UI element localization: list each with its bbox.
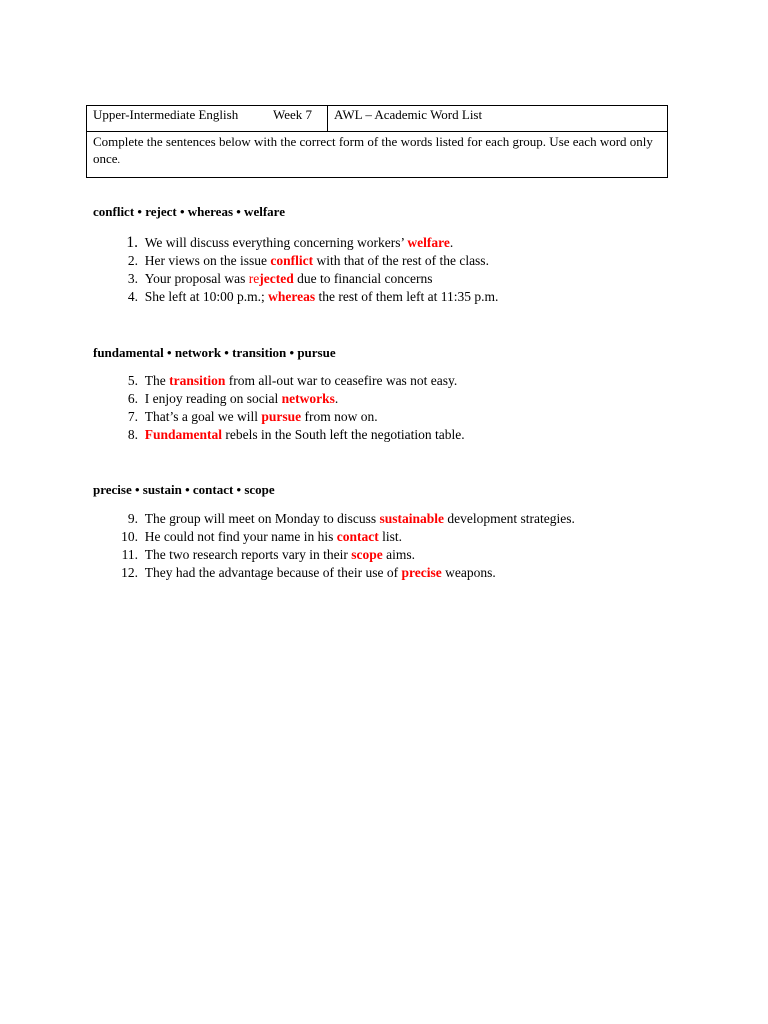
list-item (110, 372, 465, 390)
list-item (110, 510, 575, 528)
sentence-start: The two research reports vary in their (144, 547, 352, 562)
answer-word-prefix: re (248, 271, 260, 286)
answer-word: contact (336, 529, 379, 544)
topic-cell (328, 106, 668, 132)
item-number: 9. (127, 511, 138, 526)
answer-word: welfare (407, 235, 450, 250)
sentence-end: with that of the rest of the class. (313, 253, 489, 268)
course-cell (87, 106, 328, 132)
list-item (110, 288, 498, 306)
list-item (110, 528, 575, 546)
instructions-cell (87, 132, 668, 178)
item-number: 8. (127, 427, 138, 442)
sentence-end: . (334, 391, 339, 406)
item-number: 5. (127, 373, 138, 388)
instructions-text: Complete the sentences below with the correct form of the words listed for each group. Use each word only once (93, 134, 653, 166)
group-1-word-list: conflict • reject • whereas • welfare (93, 204, 285, 219)
item-number: 2. (127, 253, 138, 268)
item-number: 3. (127, 271, 138, 286)
sentence-end: from now on. (301, 409, 378, 424)
answer-word: whereas (268, 289, 316, 304)
group-2-word-list: fundamental • network • transition • pursue (93, 345, 336, 360)
course-title: Upper-Intermediate English (93, 107, 239, 122)
sentence-end: weapons. (441, 565, 496, 580)
sentence-end: list. (378, 529, 402, 544)
header-row (87, 106, 668, 132)
topic-title: AWL – Academic Word List (334, 107, 483, 122)
answer-word: networks (281, 391, 335, 406)
answer-word: transition (169, 373, 226, 388)
answer-word: conflict (270, 253, 314, 268)
answer-word: Fundamental (144, 427, 223, 442)
sentence-start: She left at 10:00 p.m.; (144, 289, 269, 304)
group-3-word-list: precise • sustain • contact • scope (93, 482, 275, 497)
list-item (110, 564, 575, 582)
list-item (110, 546, 575, 564)
answer-word: precise (401, 565, 442, 580)
answer-word: pursue (261, 409, 302, 424)
sentence-start: That’s a goal we will (144, 409, 262, 424)
list-item (110, 252, 498, 270)
sentence-start: The group will meet on Monday to discuss (144, 511, 380, 526)
sentence-end: development strategies. (444, 511, 575, 526)
group-2-sentences (110, 372, 465, 444)
sentence-start: They had the advantage because of their use of (144, 565, 402, 580)
sentence-end: due to financial concerns (293, 271, 433, 286)
sentence-end: aims. (382, 547, 416, 562)
list-item (110, 426, 465, 444)
instructions-period: . (117, 155, 121, 166)
item-number: 12. (121, 565, 138, 580)
week-label: Week 7 (273, 107, 313, 122)
list-item (110, 270, 498, 288)
sentence-start: The (144, 373, 170, 388)
item-number: 10. (121, 529, 138, 544)
answer-word: sustainable (379, 511, 445, 526)
item-number: 6. (127, 391, 138, 406)
list-item (110, 390, 465, 408)
group-3-sentences (110, 510, 575, 582)
instructions-row (87, 132, 668, 178)
sentence-end: the rest of them left at 11:35 p.m. (315, 289, 499, 304)
group-1-sentences (110, 234, 498, 306)
answer-word: scope (351, 547, 383, 562)
sentence-end: rebels in the South left the negotiation table. (222, 427, 465, 442)
sentence-start: Your proposal was (144, 271, 249, 286)
list-item (110, 408, 465, 426)
sentence-end: from all-out war to ceasefire was not easy. (225, 373, 458, 388)
worksheet-header-table (86, 105, 668, 178)
answer-word: jected (259, 271, 294, 286)
item-number: 11. (121, 547, 138, 562)
sentence-start: Her views on the issue (144, 253, 271, 268)
sentence-end: . (449, 235, 454, 250)
item-number: 7. (127, 409, 138, 424)
list-item (110, 234, 498, 252)
sentence-start: I enjoy reading on social (144, 391, 282, 406)
item-number: 1. (126, 234, 138, 251)
sentence-start: He could not find your name in his (144, 529, 337, 544)
item-number: 4. (127, 289, 138, 304)
sentence-start: We will discuss everything concerning workers’ (144, 235, 408, 250)
